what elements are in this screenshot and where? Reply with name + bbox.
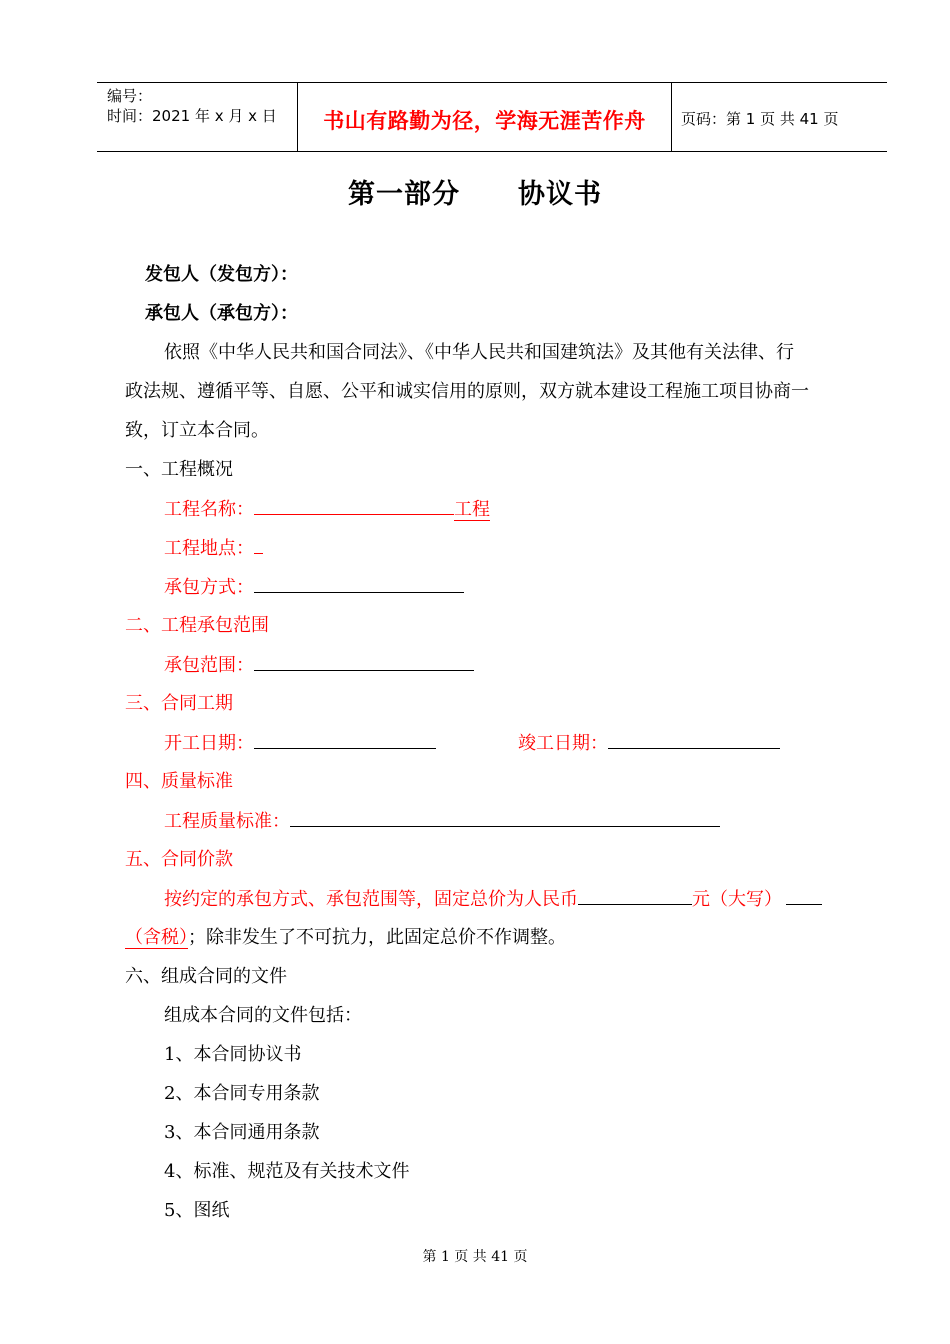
section-6-title: 六、组成合同的文件 bbox=[125, 966, 287, 987]
contractor-label: 承包人（承包方）： bbox=[145, 303, 298, 324]
page-footer: 第 1 页 共 41 页 bbox=[422, 1249, 528, 1265]
page-title bbox=[0, 172, 950, 211]
title-name: 协议书 bbox=[518, 179, 602, 210]
start-date-blank[interactable] bbox=[254, 730, 436, 749]
scope-row bbox=[164, 652, 474, 679]
document-header bbox=[97, 82, 887, 152]
contract-mode-label: 承包方式： bbox=[164, 577, 254, 598]
price-amount-blank[interactable] bbox=[578, 886, 692, 905]
title-part: 第一部分 bbox=[348, 179, 460, 210]
section-4-title: 四、质量标准 bbox=[125, 771, 233, 792]
scope-label: 承包范围： bbox=[164, 655, 254, 676]
document-time-label: 时间：2021 年 x 月 x 日 bbox=[107, 107, 277, 125]
project-name-row bbox=[164, 496, 490, 523]
section-2-title: 二、工程承包范围 bbox=[125, 615, 269, 636]
list-item: 2、本合同专用条款 bbox=[164, 1083, 320, 1104]
list-item: 4、标准、规范及有关技术文件 bbox=[164, 1161, 410, 1182]
quality-label: 工程质量标准： bbox=[164, 811, 290, 832]
preamble-line-3: 致，订立本合同。 bbox=[125, 420, 269, 441]
start-date-row bbox=[164, 730, 436, 757]
scope-blank[interactable] bbox=[254, 652, 474, 671]
price-text-b: 元（大写） bbox=[692, 889, 782, 910]
header-page-cell bbox=[671, 83, 887, 151]
quality-blank[interactable] bbox=[290, 808, 720, 827]
header-motto-cell bbox=[297, 83, 672, 151]
price-row-1 bbox=[164, 886, 822, 913]
project-location-label: 工程地点： bbox=[164, 538, 254, 559]
header-meta-cell bbox=[97, 83, 297, 151]
price-row-2 bbox=[125, 925, 566, 951]
project-name-suffix: 工程 bbox=[454, 499, 490, 520]
price-uppercase-blank[interactable] bbox=[786, 886, 822, 905]
section-1-title: 一、工程概况 bbox=[125, 459, 233, 480]
header-motto: 书山有路勤为径，学海无涯苦作舟 bbox=[323, 108, 646, 133]
quality-row bbox=[164, 808, 720, 835]
start-date-label: 开工日期： bbox=[164, 733, 254, 754]
preamble-line-2: 政法规、遵循平等、自愿、公平和诚实信用的原则，双方就本建设工程施工项目协商一 bbox=[125, 381, 809, 402]
list-item: 5、图纸 bbox=[164, 1200, 230, 1221]
header-page-info: 页码：第 1 页 共 41 页 bbox=[681, 110, 839, 128]
project-name-blank[interactable] bbox=[254, 496, 454, 515]
end-date-row bbox=[518, 730, 780, 757]
document-number-label: 编号： bbox=[107, 87, 153, 105]
price-text-c: ；除非发生了不可抗力，此固定总价不作调整。 bbox=[188, 927, 566, 948]
preamble-line-1: 依照《中华人民共和国合同法》、《中华人民共和国建筑法》及其他有关法律、行 bbox=[164, 342, 794, 363]
project-location-blank[interactable] bbox=[254, 535, 263, 554]
contract-mode-row bbox=[164, 574, 464, 601]
employer-label: 发包人（发包方）： bbox=[145, 264, 298, 285]
project-location-row bbox=[164, 535, 263, 562]
section-5-title: 五、合同价款 bbox=[125, 849, 233, 870]
price-text-a: 按约定的承包方式、承包范围等，固定总价为人民币 bbox=[164, 889, 578, 910]
end-date-blank[interactable] bbox=[608, 730, 780, 749]
price-tax-note: （含税） bbox=[125, 927, 188, 948]
list-item: 3、本合同通用条款 bbox=[164, 1122, 320, 1143]
project-name-label: 工程名称： bbox=[164, 499, 254, 520]
contract-mode-blank[interactable] bbox=[254, 574, 464, 593]
end-date-label: 竣工日期： bbox=[518, 733, 608, 754]
docs-intro: 组成本合同的文件包括： bbox=[164, 1005, 362, 1026]
section-3-title: 三、合同工期 bbox=[125, 693, 233, 714]
list-item: 1、本合同协议书 bbox=[164, 1044, 302, 1065]
